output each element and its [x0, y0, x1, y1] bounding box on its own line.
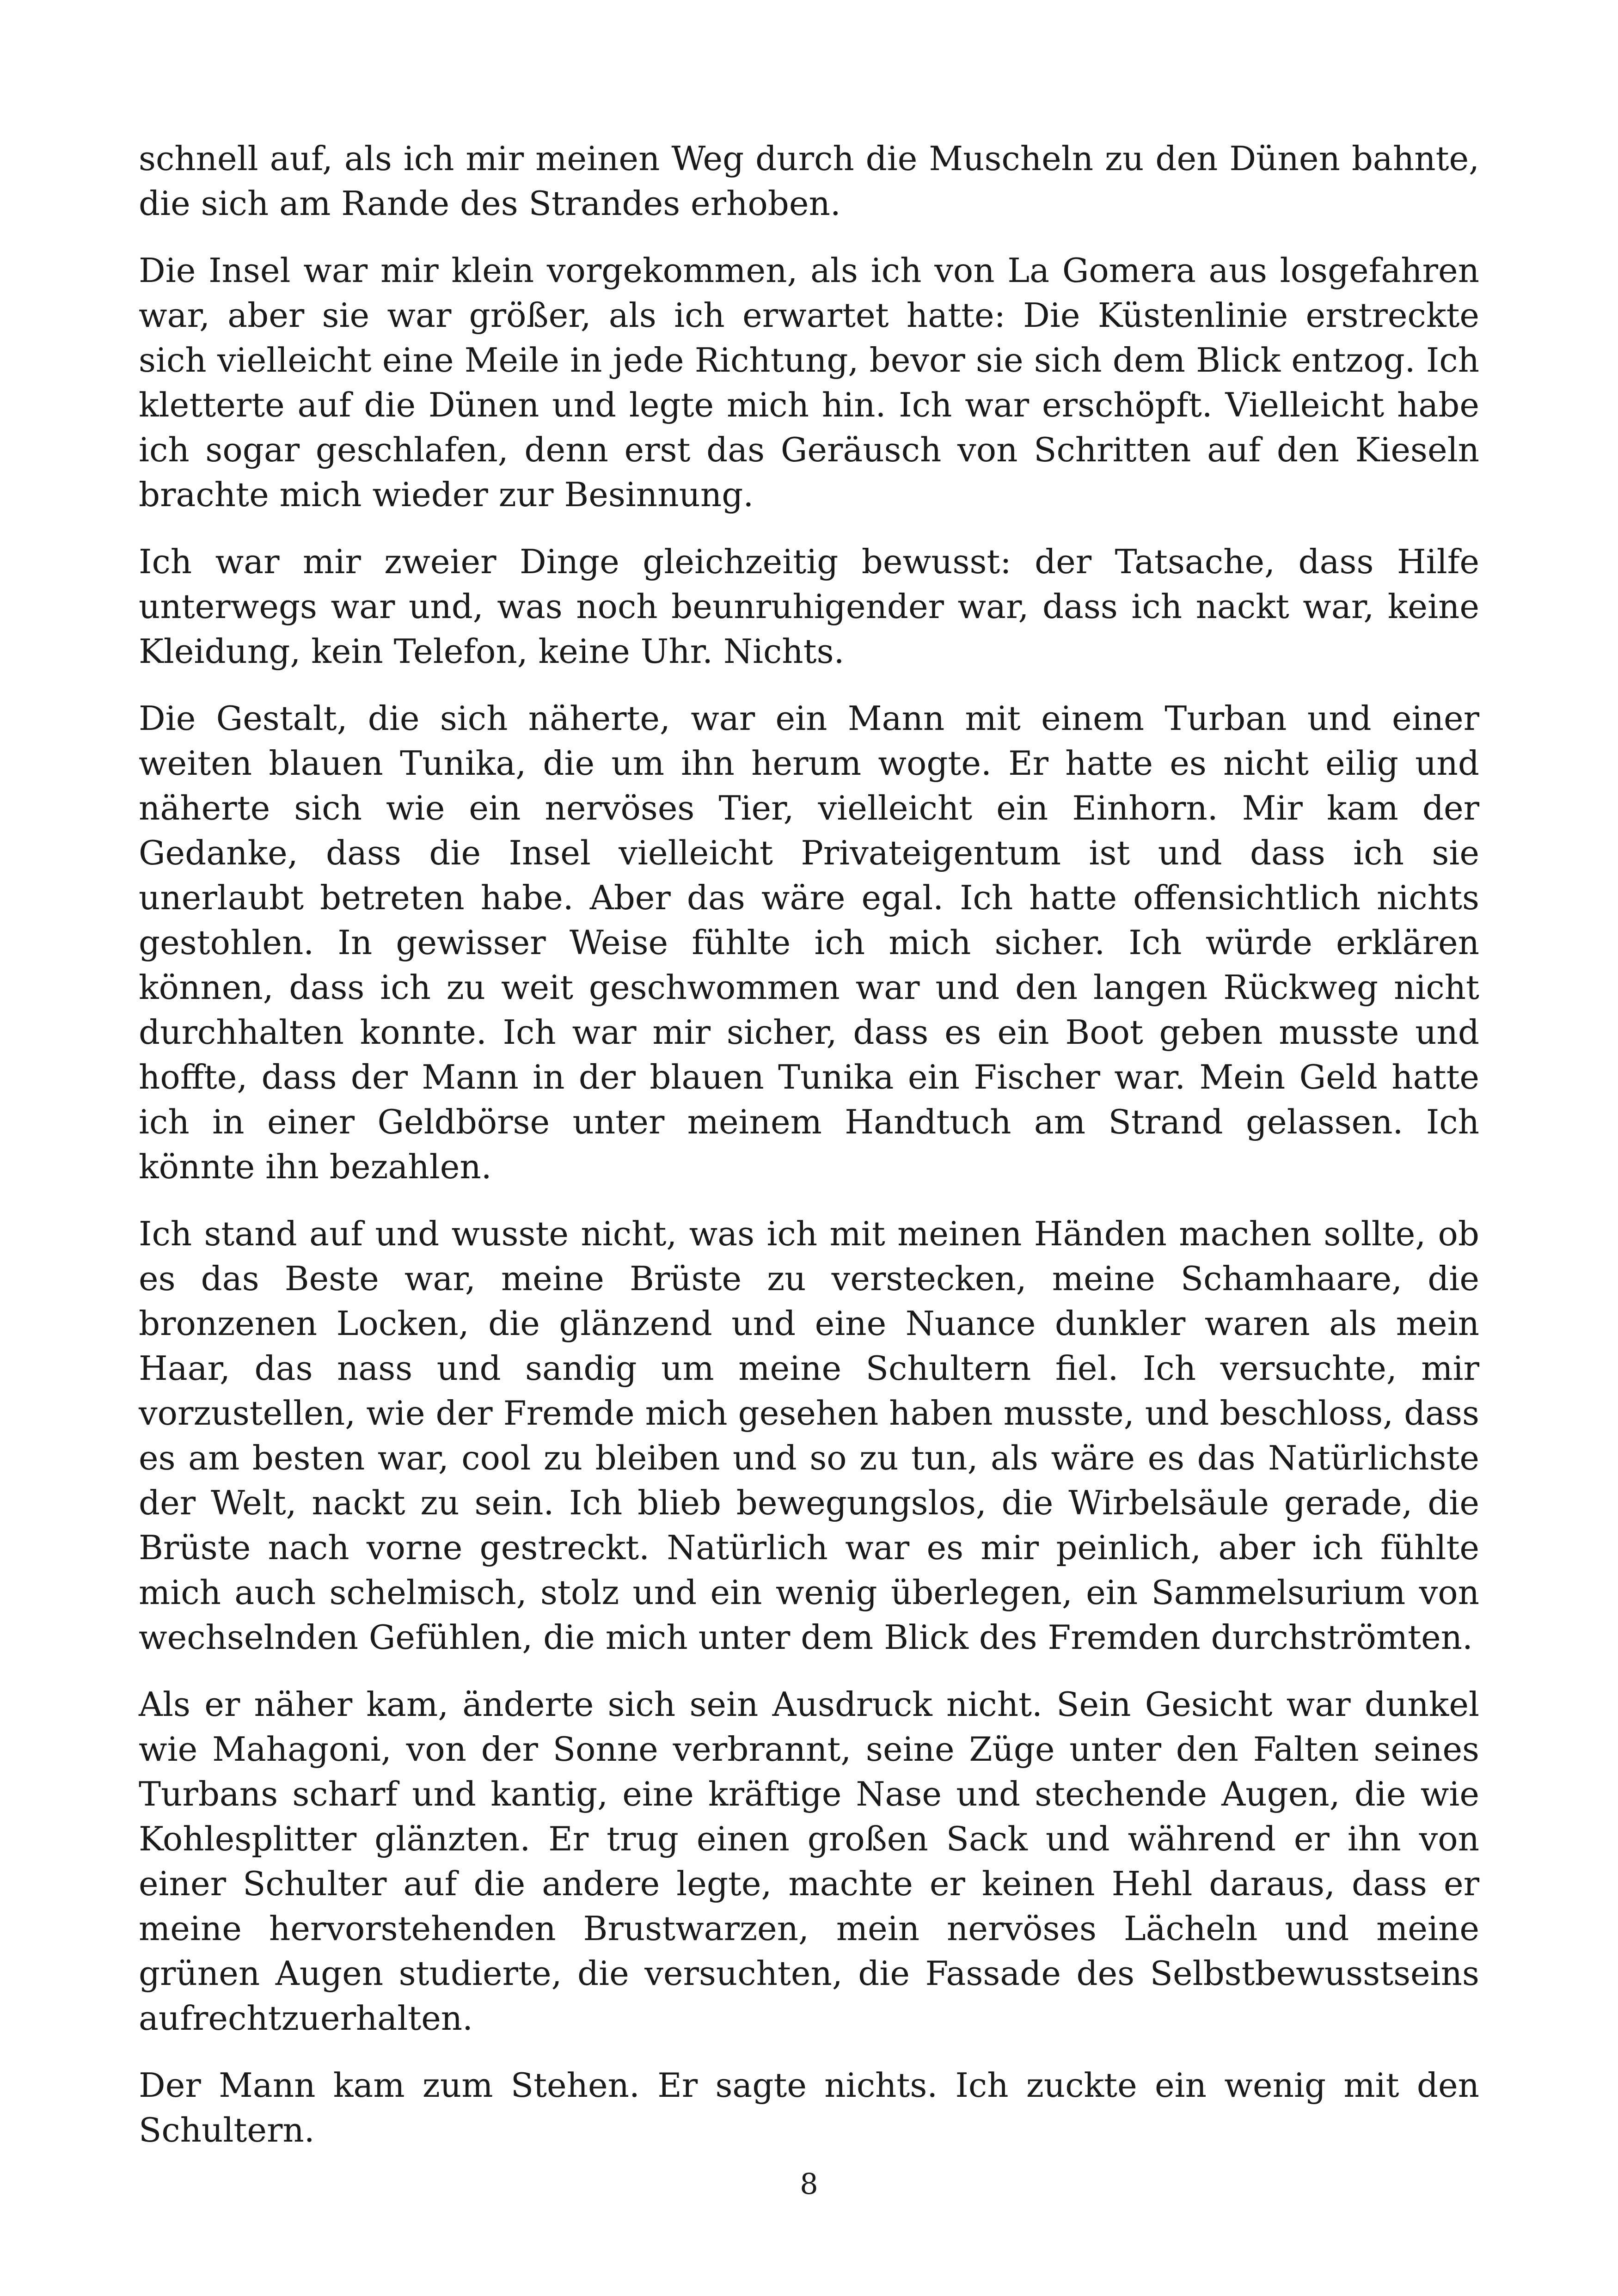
page-number: 8	[800, 2167, 818, 2201]
paragraph-3: Ich war mir zweier Dinge gleichzeitig bewusst: der Tatsache, dass Hilfe unterwegs war und, was noch beunruhigender war, dass ich nackt war, keine Kleidung, kein Telefon, keine Uhr. Nichts.	[139, 542, 1479, 671]
body-text	[139, 136, 1479, 2175]
paragraph-6: Als er näher kam, änderte sich sein Ausdruck nicht. Sein Gesicht war dunkel wie Mahagoni, von der Sonne verbrannt, seine Züge unter den Falten seines Turbans scharf und kantig, eine kräftige Nase und stechende Augen, die wie Kohlesplitter glänzten. Er trug einen großen Sack und während er ihn von einer Schulter auf die andere legte, machte er keinen Hehl daraus, dass er meine hervorstehenden Brustwarzen, mein nervöses Lächeln und meine grünen Augen studierte, die versuchten, die Fassade des Selbstbewusstseins aufrechtzuerhalten.	[139, 1685, 1479, 2038]
paragraph-2: Die Insel war mir klein vorgekommen, als ich von La Gomera aus losgefahren war, aber sie war größer, als ich erwartet hatte: Die Küstenlinie erstreckte sich vielleicht eine Meile in jede Richtung, bevor sie sich dem Blick entzog. Ich kletterte auf die Dünen und legte mich hin. Ich war erschöpft. Vielleicht habe ich sogar geschlafen, denn erst das Geräusch von Schritten auf den Kieseln brachte mich wieder zur Besinnung.	[139, 251, 1479, 514]
paragraph-4: Die Gestalt, die sich näherte, war ein Mann mit einem Turban und einer weiten blauen Tunika, die um ihn herum wogte. Er hatte es nicht eilig und näherte sich wie ein nervöses Tier, vielleicht ein Einhorn. Mir kam der Gedanke, dass die Insel vielleicht Privateigentum ist und dass ich sie unerlaubt betreten habe. Aber das wäre egal. Ich hatte offensichtlich nichts gestohlen. In gewisser Weise fühlte ich mich sicher. Ich würde erklären können, dass ich zu weit geschwommen war und den langen Rückweg nicht durchhalten konnte. Ich war mir sicher, dass es ein Boot geben musste und hoffte, dass der Mann in der blauen Tunika ein Fischer war. Mein Geld hatte ich in einer Geldbörse unter meinem Handtuch am Strand gelassen. Ich könnte ihn bezahlen.	[139, 699, 1479, 1186]
paragraph-5: Ich stand auf und wusste nicht, was ich mit meinen Händen machen sollte, ob es das Beste war, meine Brüste zu verstecken, meine Schamhaare, die bronzenen Locken, die glänzend und eine Nuance dunkler waren als mein Haar, das nass und sandig um meine Schultern fiel. Ich versuchte, mir vorzustellen, wie der Fremde mich gesehen haben musste, und beschloss, dass es am besten war, cool zu bleiben und so zu tun, als wäre es das Natürlichste der Welt, nackt zu sein. Ich blieb bewegungslos, die Wirbelsäule gerade, die Brüste nach vorne gestreckt. Natürlich war es mir peinlich, aber ich fühlte mich auch schelmisch, stolz und ein wenig überlegen, ein Sammelsurium von wechselnden Gefühlen, die mich unter dem Blick des Fremden durchströmten.	[139, 1214, 1479, 1657]
paragraph-7: Der Mann kam zum Stehen. Er sagte nichts. Ich zuckte ein wenig mit den Schultern.	[139, 2066, 1479, 2149]
paragraph-1: schnell auf, als ich mir meinen Weg durch die Muscheln zu den Dünen bahnte, die sich am Rande des Strandes erhoben.	[139, 139, 1479, 223]
